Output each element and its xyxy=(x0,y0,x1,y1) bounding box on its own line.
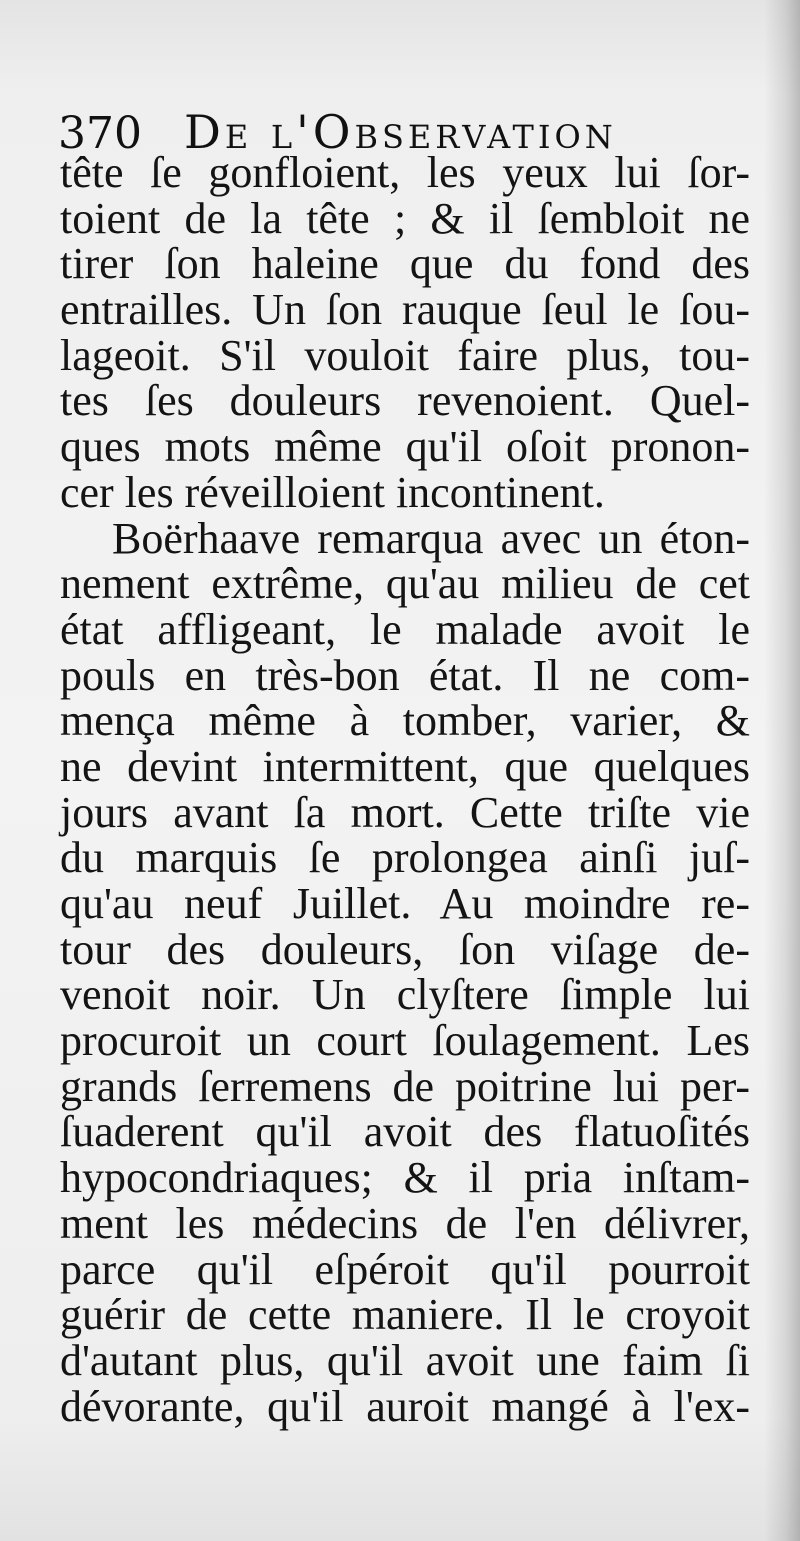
text-line: ques mots même qu'il oſoit pronon- xyxy=(60,422,750,472)
text-line: venoit noir. Un clyſtere ſimple lui xyxy=(60,970,750,1020)
text-line: qu'au neuf Juillet. Au moindre re- xyxy=(60,879,750,928)
text-line: entrailles. Un ſon rauque ſeul le ſou- xyxy=(60,285,750,335)
text-line: dévorante, qu'il auroit mangé à l'ex- xyxy=(60,1381,750,1431)
text-line: pouls en très-bon état. Il ne com- xyxy=(60,650,750,700)
text-line: parce qu'il eſpéroit qu'il pourroit xyxy=(60,1244,750,1294)
text-line: ne devint intermittent, que quelques xyxy=(60,741,750,791)
text-line: du marquis ſe prolongea ainſi juſ- xyxy=(60,833,750,883)
text-line: ſuaderent qu'il avoit des flatuoſités xyxy=(60,1107,750,1157)
text-line: tour des douleurs, ſon viſage de- xyxy=(60,924,750,974)
page-edge-shadow xyxy=(764,0,800,1541)
text-line: procuroit un court ſoulagement. Les xyxy=(60,1016,750,1066)
text-line: jours avant ſa mort. Cette triſte vie xyxy=(60,787,750,837)
text-line: état affligeant, le malade avoit le xyxy=(60,604,750,654)
text-line: lageoit. S'il vouloit faire plus, tou- xyxy=(60,330,750,380)
text-line: tête ſe gonfloient, les yeux lui ſor- xyxy=(60,148,750,197)
text-line: cer les réveilloient incontinent. xyxy=(60,467,605,517)
text-line: toient de la tête ; & il ſembloit ne xyxy=(60,193,750,243)
text-line: grands ſerremens de poitrine lui per- xyxy=(60,1061,750,1111)
text-line: nement extrême, qu'au milieu de cet xyxy=(60,559,750,609)
body-text xyxy=(60,150,750,1429)
text-line: ment les médecins de l'en délivrer, xyxy=(60,1198,750,1248)
text-line: tirer ſon haleine que du fond des xyxy=(60,239,750,289)
text-line: d'autant plus, qu'il avoit une faim ſi xyxy=(60,1335,750,1385)
paragraph-first-line: Boërhaave remarqua avec un éton- xyxy=(112,513,750,563)
text-line: tes ſes douleurs revenoient. Quel- xyxy=(60,376,750,426)
running-head: De l'Observation xyxy=(184,105,617,159)
text-line: mença même à tomber, varier, & xyxy=(60,696,750,746)
text-line: hypocondriaques; & il pria inſtam- xyxy=(60,1153,750,1203)
text-line: guérir de cette maniere. Il le croyoit xyxy=(60,1290,750,1340)
page-number: 370 xyxy=(58,108,142,159)
